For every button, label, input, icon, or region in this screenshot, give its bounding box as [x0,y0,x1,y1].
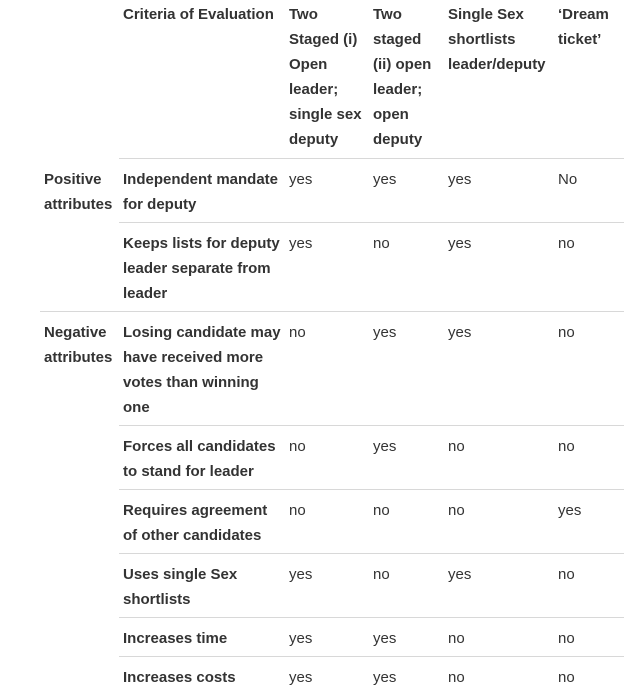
two-staged-i-cell: yes [285,554,369,618]
single-sex-cell: no [444,618,554,657]
two-staged-i-cell: no [285,426,369,490]
two-staged-ii-cell: no [369,554,444,618]
single-sex-cell: yes [444,159,554,223]
table-row [40,426,624,490]
table-row [40,657,624,695]
criteria-cell: Forces all candidates to stand for leader [119,426,285,490]
table-header [40,2,624,159]
criteria-cell: Keeps lists for deputy leader separate from leader [119,223,285,312]
table-row [40,618,624,657]
two-staged-ii-cell: yes [369,657,444,695]
dream-ticket-cell: no [554,618,624,657]
two-staged-i-cell: yes [285,159,369,223]
dream-ticket-cell: no [554,312,624,426]
table-row [40,312,624,426]
group-label-negative: Negative attributes [40,312,119,695]
table-row [40,490,624,554]
single-sex-column-header: Single Sex shortlists leader/deputy [444,2,554,159]
table-body [40,159,624,695]
criteria-cell: Uses single Sex shortlists [119,554,285,618]
evaluation-table [40,2,624,695]
criteria-column-header: Criteria of Evaluation [119,2,285,159]
two-staged-ii-cell: yes [369,618,444,657]
two-staged-ii-cell: no [369,223,444,312]
two-staged-i-cell: yes [285,657,369,695]
dream-ticket-cell: no [554,657,624,695]
single-sex-cell: yes [444,223,554,312]
single-sex-cell: no [444,426,554,490]
dream-ticket-cell: no [554,554,624,618]
two-staged-ii-cell: yes [369,426,444,490]
two-staged-ii-cell: yes [369,312,444,426]
single-sex-cell: yes [444,312,554,426]
table-row [40,223,624,312]
two-staged-i-cell: yes [285,223,369,312]
criteria-cell: Increases time [119,618,285,657]
group-column-header [40,2,119,159]
dream-ticket-cell: no [554,223,624,312]
group-label-positive: Positive attributes [40,159,119,312]
two-staged-i-cell: no [285,312,369,426]
two-staged-i-cell: yes [285,618,369,657]
dream-ticket-cell: No [554,159,624,223]
criteria-cell: Increases costs [119,657,285,695]
dream-ticket-column-header: ‘Dream ticket’ [554,2,624,159]
table-row [40,159,624,223]
criteria-cell: Losing candidate may have received more votes than winning one [119,312,285,426]
two-staged-ii-cell: no [369,490,444,554]
criteria-cell: Requires agreement of other candidates [119,490,285,554]
two-staged-ii-column-header: Two staged (ii) open leader; open deputy [369,2,444,159]
two-staged-i-column-header: Two Staged (i) Open leader; single sex deputy [285,2,369,159]
dream-ticket-cell: no [554,426,624,490]
header-row [40,2,624,159]
two-staged-i-cell: no [285,490,369,554]
two-staged-ii-cell: yes [369,159,444,223]
single-sex-cell: yes [444,554,554,618]
table-row [40,554,624,618]
criteria-cell: Independent mandate for deputy [119,159,285,223]
dream-ticket-cell: yes [554,490,624,554]
single-sex-cell: no [444,657,554,695]
single-sex-cell: no [444,490,554,554]
